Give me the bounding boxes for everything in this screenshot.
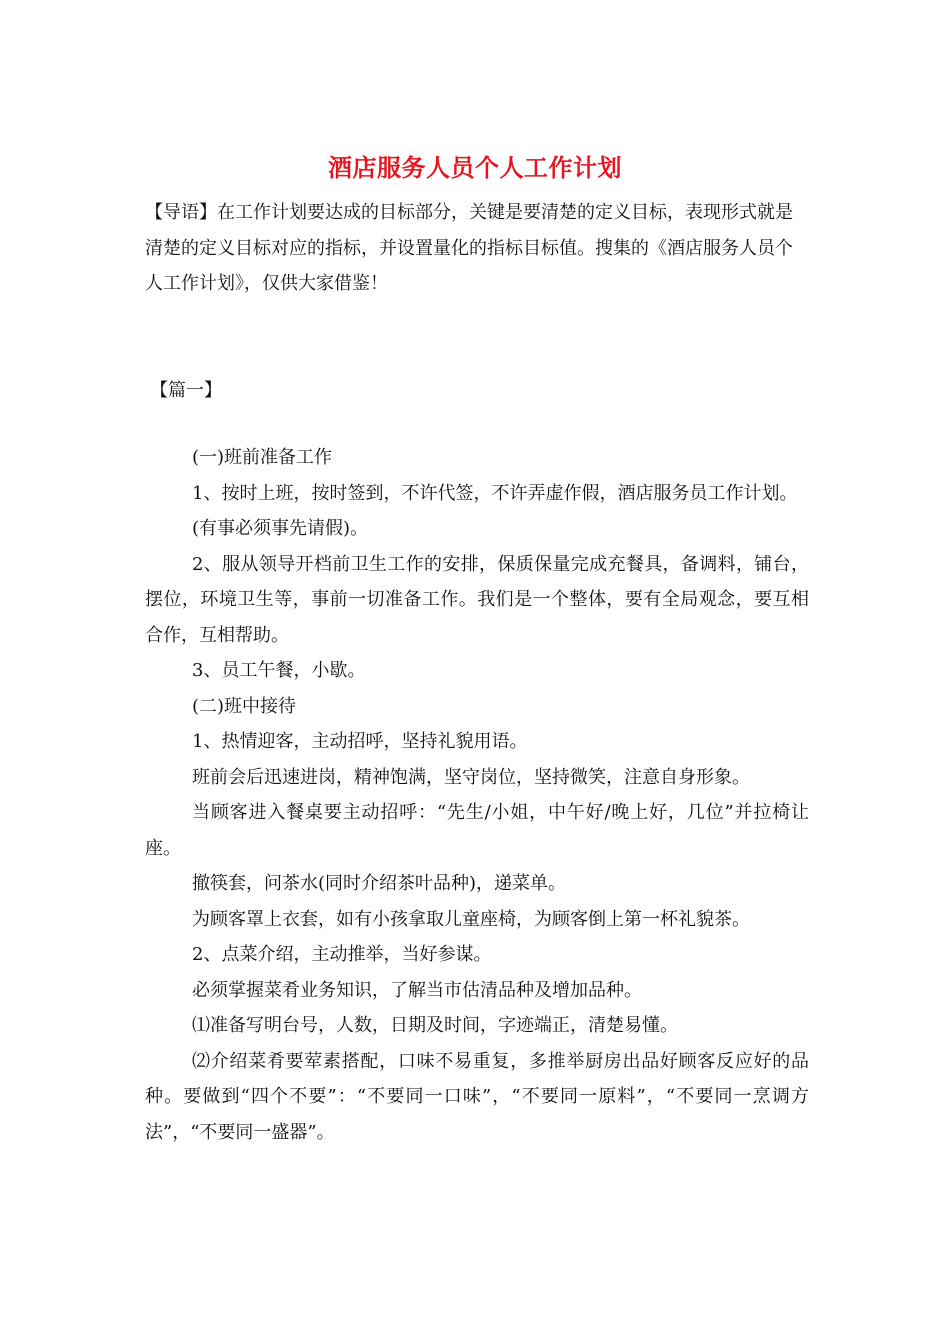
body-paragraph: 3、员工午餐，小歇。 bbox=[192, 660, 366, 681]
body-paragraph: (有事必须事先请假)。 bbox=[192, 518, 369, 539]
body-paragraph: 1、热情迎客，主动招呼，坚持礼貌用语。 bbox=[192, 731, 528, 752]
body-paragraph: 1、按时上班，按时签到，不许代签，不许弄虚作假，酒店服务员工作计划。 bbox=[192, 482, 798, 504]
section-label: 【篇一】 bbox=[150, 380, 222, 401]
document-body bbox=[145, 440, 809, 1150]
document-title: 酒店服务人员个人工作计划 bbox=[328, 153, 622, 182]
body-paragraph: (一)班前准备工作 bbox=[192, 447, 333, 468]
body-paragraph: (二)班中接待 bbox=[192, 695, 297, 717]
body-paragraph: 2、点菜介绍，主动推举，当好参谋。 bbox=[192, 944, 492, 965]
body-paragraph: 当顾客进入餐桌要主动招呼：“先生/小姐，中午好/晚上好，几位”并拉椅让座。 bbox=[145, 802, 809, 859]
body-paragraph: 班前会后迅速进岗，精神饱满，坚守岗位，坚持微笑，注意自身形象。 bbox=[192, 766, 750, 788]
body-paragraph: ⑵介绍菜肴要荤素搭配，口味不易重复，多推举厨房出品好顾客反应好的品种。要做到“四个不要”：“不要同一口味”，“不要同一原料”，“不要同一烹调方法”，“不要同一盛器”。 bbox=[145, 1050, 809, 1143]
body-paragraph: 为顾客罩上衣套，如有小孩拿取儿童座椅，为顾客倒上第一杯礼貌茶。 bbox=[192, 908, 750, 930]
body-paragraph: ⑴准备写明台号，人数，日期及时间，字迹端正，清楚易懂。 bbox=[192, 1015, 678, 1036]
body-paragraph: 必须掌握菜肴业务知识，了解当市估清品种及增加品种。 bbox=[192, 979, 642, 1001]
intro-paragraph: 【导语】在工作计划要达成的目标部分，关键是要清楚的定义目标，表现形式就是清楚的定义目标对应的指标，并设置量化的指标目标值。搜集的《酒店服务人员个人工作计划》，仅供大家借鉴！ bbox=[145, 202, 793, 294]
body-paragraph: 撤筷套，问茶水(同时介绍茶叶品种)，递菜单。 bbox=[192, 873, 567, 894]
body-paragraph: 2、服从领导开档前卫生工作的安排，保质保量完成充餐具，备调料，铺台，摆位，环境卫生等，事前一切准备工作。我们是一个整体，要有全局观念，要互相合作，互相帮助。 bbox=[145, 553, 809, 646]
